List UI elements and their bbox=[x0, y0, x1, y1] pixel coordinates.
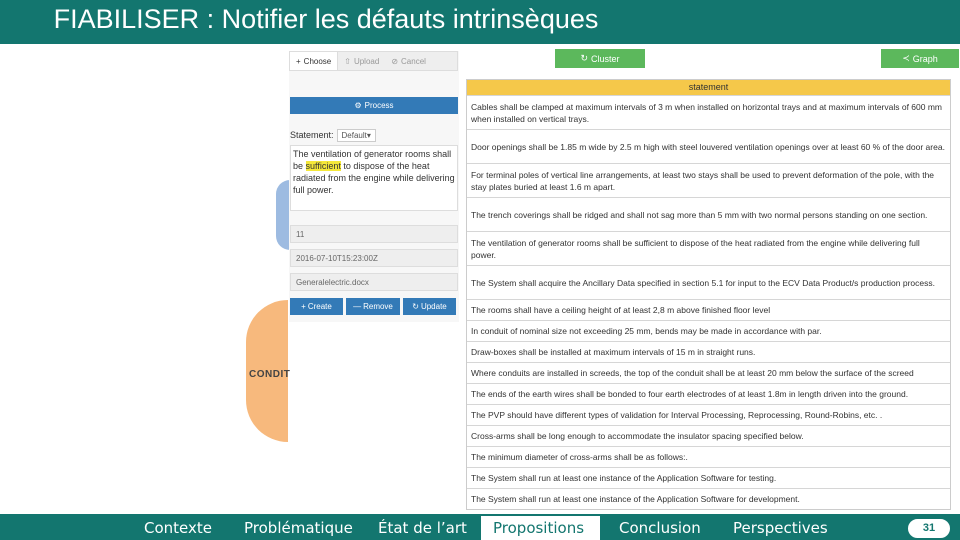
statement-textarea[interactable] bbox=[290, 145, 458, 211]
create-button[interactable] bbox=[290, 298, 343, 315]
table-row[interactable]: The minimum diameter of cross-arms shall be as follows:. bbox=[467, 446, 950, 467]
choose-label: Choose bbox=[303, 56, 332, 66]
process-icon: ⚙ bbox=[354, 101, 362, 110]
nav-etat-de-l-art[interactable]: État de l’art bbox=[378, 519, 467, 537]
refresh-icon: ↻ bbox=[580, 53, 589, 63]
slide-title bbox=[0, 4, 960, 35]
date-field[interactable]: 2016-07-10T15:23:00Z bbox=[290, 249, 458, 267]
table-row[interactable]: The ends of the earth wires shall be bonded to four earth electrodes of at least 1.8m in length driven into the ground. bbox=[467, 383, 950, 404]
filename-field[interactable]: Generalelectric.docx bbox=[290, 273, 458, 291]
table-row[interactable]: Where conduits are installed in screeds, the top of the conduit shall be at least 20 mm below the surface of the screed bbox=[467, 362, 950, 383]
pie-label: CONDIT bbox=[249, 369, 291, 380]
statement-table bbox=[466, 79, 951, 510]
statement-row bbox=[290, 127, 376, 143]
table-row[interactable]: In conduit of nominal size not exceeding 25 mm, bends may be made in accordance with par. bbox=[467, 320, 950, 341]
nav-perspectives[interactable]: Perspectives bbox=[733, 519, 828, 537]
table-row[interactable]: Door openings shall be 1.85 m wide by 2.5 m high with steel louvered ventilation openings over at least 60 % of the door area. bbox=[467, 129, 950, 163]
cancel-label: Cancel bbox=[401, 56, 426, 66]
slide-title-text: FIABILISER : Notifier les défauts intrinsèques bbox=[53, 4, 599, 34]
nav-contexte[interactable]: Contexte bbox=[144, 519, 212, 537]
graph-button[interactable] bbox=[881, 49, 959, 68]
table-header: statement bbox=[467, 80, 950, 95]
cancel-icon: ⊘ bbox=[391, 56, 399, 66]
choose-tab[interactable] bbox=[290, 52, 338, 70]
upload-tab[interactable] bbox=[338, 52, 385, 70]
upload-icon: ⇧ bbox=[344, 56, 351, 66]
caret-down-icon: ▾ bbox=[366, 130, 371, 140]
table-row[interactable]: Draw-boxes shall be installed at maximum intervals of 15 m in straight runs. bbox=[467, 341, 950, 362]
plus-icon: + bbox=[296, 56, 301, 66]
minus-icon: — bbox=[353, 302, 362, 311]
table-row[interactable]: The PVP should have different types of validation for Interval Processing, Reprocessing, Round-Robins, etc. . bbox=[467, 404, 950, 425]
statement-text-after: to dispose of the heat radiated from the engine while delivering full power. bbox=[293, 161, 455, 195]
table-row[interactable]: The trench coverings shall be ridged and shall not sag more than 5 mm with two normal persons standing on one section. bbox=[467, 197, 950, 231]
table-row[interactable]: The rooms shall have a ceiling height of at least 2,8 m above finished floor level bbox=[467, 299, 950, 320]
share-icon: ≺ bbox=[902, 53, 910, 63]
nav-problematique[interactable]: Problématique bbox=[244, 519, 353, 537]
refresh-icon: ↻ bbox=[412, 302, 419, 311]
remove-label: Remove bbox=[363, 302, 393, 311]
action-buttons bbox=[290, 298, 456, 315]
statement-highlight: sufficient bbox=[305, 161, 341, 171]
process-label: Process bbox=[364, 101, 394, 110]
table-row[interactable]: For terminal poles of vertical line arrangements, at least two stays shall be used to prevent deformation of the pole, with the stay plates buried at least 1.6 m apart. bbox=[467, 163, 950, 197]
nav-conclusion[interactable]: Conclusion bbox=[619, 519, 701, 537]
update-button[interactable] bbox=[403, 298, 456, 315]
table-row[interactable]: Cables shall be clamped at maximum intervals of 3 m when installed on horizontal trays and at maximum intervals of 600 mm when installed on vertical trays. bbox=[467, 95, 950, 129]
nav-propositions[interactable]: Propositions bbox=[493, 519, 585, 537]
table-row[interactable]: The ventilation of generator rooms shall be sufficient to dispose of the heat radiated from the engine while delivering full power. bbox=[467, 231, 950, 265]
graph-label: Graph bbox=[912, 53, 938, 64]
table-row[interactable]: The System shall acquire the Ancillary Data specified in section 5.1 for input to the ECV Data Product/s production process. bbox=[467, 265, 950, 299]
process-button[interactable] bbox=[290, 97, 458, 114]
upload-label: Upload bbox=[353, 56, 380, 66]
pie-slice-blue bbox=[276, 180, 290, 250]
statement-select-value: Default bbox=[341, 130, 367, 140]
create-label: Create bbox=[307, 302, 332, 311]
cluster-label: Cluster bbox=[591, 53, 620, 64]
table-row[interactable]: Cross-arms shall be long enough to accommodate the insulator spacing specified below. bbox=[467, 425, 950, 446]
cluster-button[interactable] bbox=[555, 49, 645, 68]
page-number: 31 bbox=[906, 517, 952, 540]
table-row[interactable]: The System shall run at least one instance of the Application Software for development. bbox=[467, 488, 950, 509]
table-row[interactable]: The System shall run at least one instance of the Application Software for testing. bbox=[467, 467, 950, 488]
cancel-tab[interactable] bbox=[385, 52, 432, 70]
id-field[interactable]: 11 bbox=[290, 225, 458, 243]
statement-text-before: The ventilation of generator rooms shall be bbox=[293, 149, 452, 171]
statement-label: Statement: bbox=[290, 130, 334, 140]
file-tabbar bbox=[289, 51, 458, 71]
remove-button[interactable] bbox=[346, 298, 400, 315]
statement-select[interactable] bbox=[337, 129, 376, 142]
plus-icon: + bbox=[301, 302, 306, 311]
update-label: Update bbox=[420, 302, 447, 311]
